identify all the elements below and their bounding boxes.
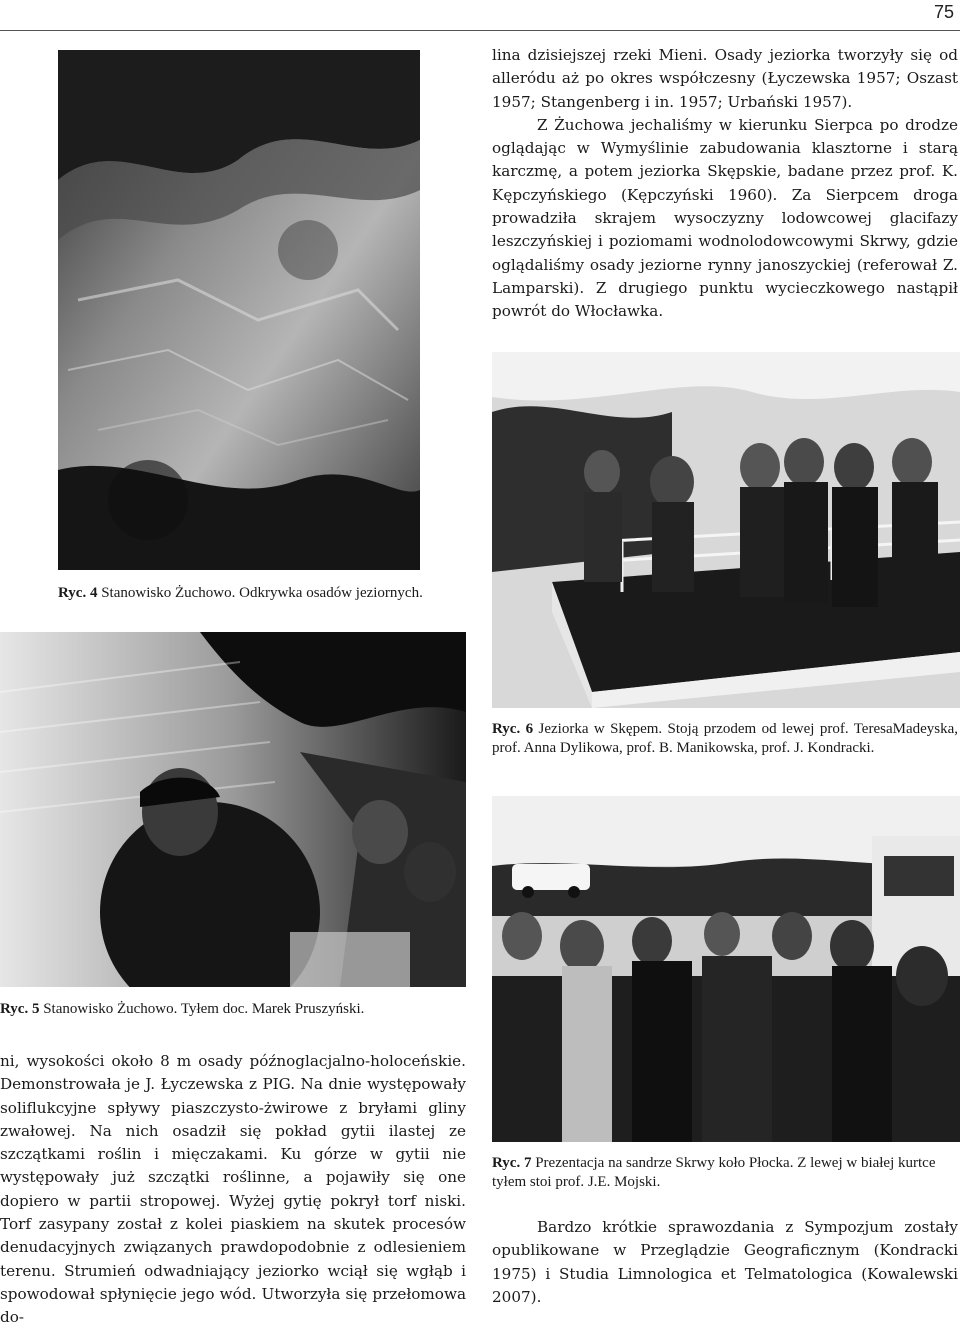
paragraph: Bardzo krótkie sprawozdania z Sympozjum zostały opublikowane w Przeglądzie Geograficznym (Kondracki 1975) i Studia Limnologica et Telmatologica (Kowalewski 2007). <box>492 1218 958 1306</box>
figure-5-label: Ryc. 5 <box>0 1001 40 1017</box>
page-number: 75 <box>933 2 954 22</box>
paragraph: lina dzisiejszej rzeki Mieni. Osady jeziorka tworzyły się od alleródu aż po okres współczesny (Łyczewska 1957; Oszast 1957; Stangenberg i in. 1957; Urbański 1957). <box>492 46 958 111</box>
paragraph: Z Żuchowa jechaliśmy w kierunku Sierpca po drodze oglądając w Wymyślinie zabudowania klasztorne i starą karczmę, a potem jeziorka Skępskie, badane przez prof. K. Kępczyńskiego (Kępczyński 1960). Za Sierpcem droga prowadziła skrajem wysoczyzny lodowcowej glacifazy leszczyńskiej i poziomami wodnolodowcowymi Skrwy, gdzie oglądaliśmy osady jeziorne rynny janoszyckiej (referował Z. Lamparski). Z drugiego punktu wycieczkowego nastąpił powrót do Włocławka. <box>492 115 958 321</box>
figure-4-photo <box>58 50 420 570</box>
header-rule <box>0 30 960 31</box>
figure-7-photo <box>492 796 960 1142</box>
figure-5-photo <box>0 632 466 987</box>
figure-6-label: Ryc. 6 <box>492 721 534 737</box>
figure-7-label: Ryc. 7 <box>492 1155 532 1171</box>
figure-6-photo <box>492 352 960 708</box>
figure-4-caption <box>58 584 458 603</box>
figure-7-caption <box>492 1154 958 1192</box>
right-column-top-text <box>492 44 958 324</box>
paragraph: ni, wysokości około 8 m osady późnoglacjalno-holoceńskie. Demonstrowała je J. Łyczewska z PIG. Na dnie występowały soliflukcyjne spływy piaszczysto-żwirowe z bryłami gliny zwałowej. Na nich osadził się pokład gytii ilastej ze szczątkami roślin i mięczakami. Ku górze w gytii nie występowały już szczątki roślinne, a pojawiły się one dopiero w partii stropowej. Wyżej gytię pokrył torf niski. Torf zasypany został z kolei piaskiem na skutek procesów denudacyjnych związanych prawdopodobnie z odlesieniem terenu. Strumień odwadniający jeziorko wciął się wgłąb i spowodował spłynięcie jego wód. Utworzyła się przełomowa do- <box>0 1052 466 1327</box>
left-column-bottom-text <box>0 1050 466 1330</box>
figure-6-text: Jeziorka w Skępem. Stoją przodem od lewej prof. TeresaMadeyska, prof. Anna Dylikowa, prof. B. Manikowska, prof. J. Kondracki. <box>492 721 959 756</box>
figure-5-text: Stanowisko Żuchowo. Tyłem doc. Marek Pruszyński. <box>43 1001 365 1017</box>
figure-4-label: Ryc. 4 <box>58 585 98 601</box>
right-column-bottom-text <box>492 1216 958 1309</box>
figure-4-text: Stanowisko Żuchowo. Odkrywka osadów jeziornych. <box>101 585 423 601</box>
figure-6-caption <box>492 720 958 758</box>
figure-5-caption <box>0 1000 466 1019</box>
figure-7-text: Prezentacja na sandrze Skrwy koło Płocka. Z lewej w białej kurtce tyłem stoi prof. J.E. Mojski. <box>492 1155 936 1190</box>
